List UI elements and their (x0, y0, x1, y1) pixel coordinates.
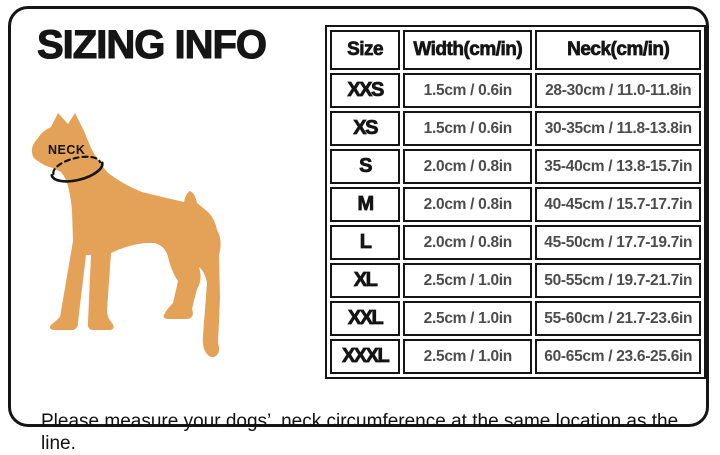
table-row-l (330, 225, 701, 260)
measurement-instruction: Please measure your dogs’ neck circumference at the same location as the line. (41, 411, 684, 454)
table-row-xl (330, 263, 701, 298)
size-cell: S (330, 149, 400, 184)
dog-silhouette-svg (27, 105, 239, 371)
column-header-neck: Neck(cm/in) (535, 30, 701, 70)
size-cell: XXL (330, 301, 400, 336)
neck-value-cell: 55-60cm / 21.7-23.6in (535, 301, 701, 336)
sizing-info-card (8, 6, 709, 454)
table-row-xxl (330, 301, 701, 336)
size-cell: L (330, 225, 400, 260)
table-row-m (330, 187, 701, 222)
size-cell: XS (330, 111, 400, 146)
neck-value-cell: 30-35cm / 11.8-13.8in (535, 111, 701, 146)
table-row-xxxl (330, 339, 701, 374)
width-value-cell: 1.5cm / 0.6in (403, 73, 532, 108)
size-cell: M (330, 187, 400, 222)
width-value-cell: 1.5cm / 0.6in (403, 111, 532, 146)
header-row (330, 30, 701, 70)
width-value-cell: 2.5cm / 1.0in (403, 301, 532, 336)
neck-value-cell: 60-65cm / 23.6-25.6in (535, 339, 701, 374)
width-value-cell: 2.5cm / 1.0in (403, 339, 532, 374)
table-row-xxs (330, 73, 701, 108)
size-cell: XXS (330, 73, 400, 108)
page-title: SIZING INFO (37, 23, 266, 67)
neck-label: NECK (48, 143, 86, 157)
width-value-cell: 2.5cm / 1.0in (403, 263, 532, 298)
width-value-cell: 2.0cm / 0.8in (403, 225, 532, 260)
size-chart-table (325, 25, 706, 379)
width-value-cell: 2.0cm / 0.8in (403, 187, 532, 222)
neck-value-cell: 35-40cm / 13.8-15.7in (535, 149, 701, 184)
neck-value-cell: 28-30cm / 11.0-11.8in (535, 73, 701, 108)
neck-value-cell: 45-50cm / 17.7-19.7in (535, 225, 701, 260)
column-header-size: Size (330, 30, 400, 70)
table-row-s (330, 149, 701, 184)
width-value-cell: 2.0cm / 0.8in (403, 149, 532, 184)
dog-illustration (27, 105, 239, 371)
size-cell: XL (330, 263, 400, 298)
neck-value-cell: 50-55cm / 19.7-21.7in (535, 263, 701, 298)
column-header-width: Width(cm/in) (403, 30, 532, 70)
neck-value-cell: 40-45cm / 15.7-17.7in (535, 187, 701, 222)
size-cell: XXXL (330, 339, 400, 374)
table-row-xs (330, 111, 701, 146)
